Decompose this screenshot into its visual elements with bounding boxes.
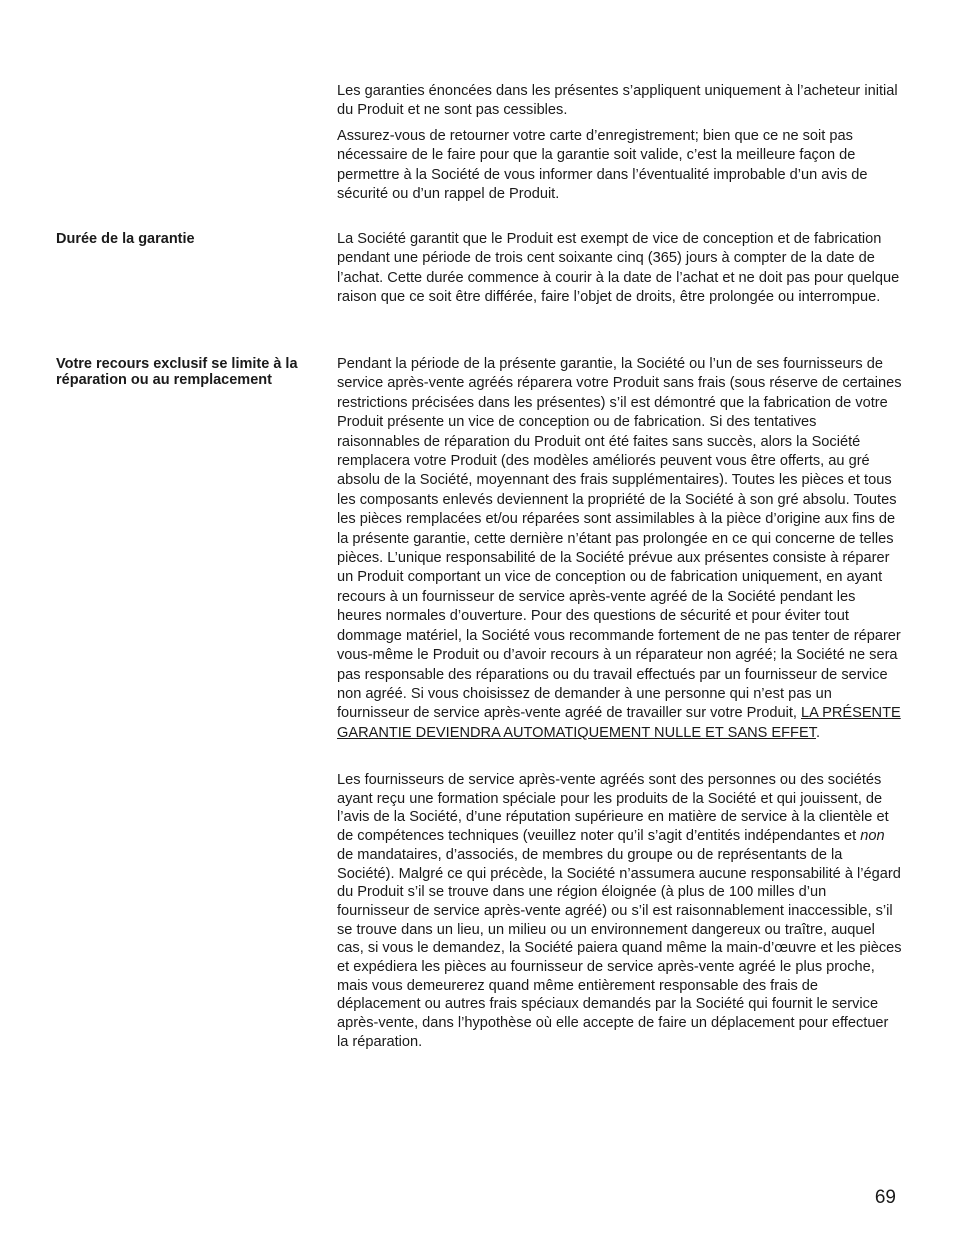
remedy-paragraph-1-end: . [815, 724, 821, 741]
remedy-paragraph-1 [337, 355, 902, 743]
duration-heading: Durée de la garantie [56, 231, 195, 247]
remedy-paragraph-1-text: Pendant la période de la présente garantie, la Société ou l’un de ses fournisseurs de service après-vente agréés réparera votre Produit sans frais (sous réserve de certaines restrictions précisées dans les présentes) s’il est démontré que la fabrication de votre Produit présente un vice de conception ou de fabrication. Si des tentatives raisonnables de réparation du Produit ont été faites sans succès, alors la Société remplacera votre Produit (des modèles améliorés peuvent vous être offerts, au gré absolu de la Société, moyennant des frais supplémentaires). Toutes les pièces et tous les composants enlevés deviennent la propriété de la Société à son gré absolu. Toutes les pièces remplacées et/ou réparées sont assimilables à la pièce d’origine aux fins de la présente garantie, cette dernière n’étant pas prolongée en ce qui concerne de telles pièces. L’unique responsabilité de la Société prévue aux présentes consiste à réparer un Produit comportant un vice de conception ou de fabrication uniquement, en ayant recours à un fournisseur de service après-vente agréé de la Société pendant les heures normales d’ouverture. Pour des questions de sécurité et pour éviter tout dommage matériel, la Société vous recommande fortement de ne pas tenter de réparer vous-même le Produit ou d’avoir recours à un réparateur non agréé; la Société ne sera pas responsable des réparations ou du travail effectués par un fournisseur de service non agréé. Si vous choisissez de demander à une personne qui n’est pas un fournisseur de service après-vente agréé de travailler sur votre Produit, [337, 356, 902, 722]
duration-paragraph: La Société garantit que le Produit est exempt de vice de conception et de fabrication pendant une période de trois cent soixante cinq (365) jours à compter de la date de l’achat. Cette durée commence à courir à la date de l’achat et ne doit pas pour quelque raison que ce soit être différée, faire l’objet de droits, être prolongée ou interrompue. [337, 231, 900, 306]
warranty-void-notice: LA PRÉSENTE GARANTIE DEVIENDRA AUTOMATIQUEMENT NULLE ET SANS EFFET [337, 705, 901, 741]
remedy-paragraph-2 [337, 771, 902, 1052]
remedy-paragraph-2-emphasis: non [860, 828, 885, 845]
intro-paragraph-2: Assurez-vous de retourner votre carte d’enregistrement; bien que ce ne soit pas nécessaire de le faire pour que la garantie soit valide, c’est la meilleure façon de permettre à la Société de vous informer dans l’éventualité improbable d’un avis de sécurité ou d’un rappel de Produit. [337, 128, 868, 203]
remedy-paragraph-2-start: Les fournisseurs de service après-vente agréés sont des personnes ou des sociétés ayant reçu une formation spéciale pour les produits de la Société et qui jouissent, de l’avis de la Société, d’une réputation supérieure en matière de service à la clientèle et de compétences techniques (veuillez noter qu’il s’agit d’entités indépendantes et [337, 772, 889, 845]
remedy-heading: Votre recours exclusif se limite à la réparation ou au remplacement [56, 356, 298, 388]
intro-paragraph-1: Les garanties énoncées dans les présentes s’appliquent uniquement à l’acheteur initial du Produit et ne sont pas cessibles. [337, 83, 898, 119]
page-number: 69 [874, 1187, 896, 1208]
remedy-paragraph-2-rest: de mandataires, d’associés, de membres du groupe ou de représentants de la Société). Malgré ce qui précède, la Société n’assumera aucune responsabilité à l’égard du Produit s’il se trouve dans une région éloignée (à plus de 100 milles d’un fournisseur de service après-vente agréé) ou s’il est raisonnablement inaccessible, s’il se trouve dans un lieu, un milieu ou un environnement dangereux ou traître, auquel cas, si vous le demandez, la Société paiera quand même la main-d’œuvre et les pièces et expédiera les pièces au fournisseur de service après-vente agréé le plus proche, mais vous demeurerez quand même entièrement responsable des frais de déplacement ou autres frais spéciaux demandés par la Société qui fournit le service après-vente, dans l’hypothèse où elle accepte de faire un déplacement pour effectuer la réparation. [337, 846, 902, 1050]
